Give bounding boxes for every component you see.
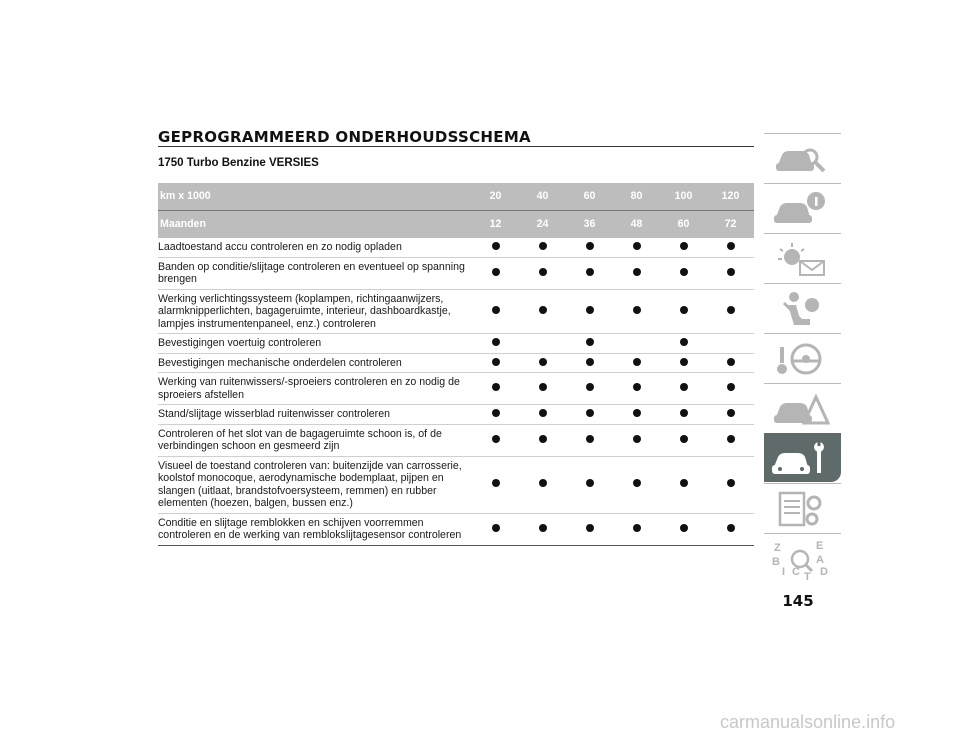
interval-cell [566, 405, 613, 425]
title-rule [158, 146, 754, 147]
interval-cell [660, 456, 707, 513]
check-bullet-icon [727, 524, 735, 532]
interval-cell [519, 353, 566, 373]
check-bullet-icon [727, 306, 735, 314]
task-description: Bevestigingen mechanische onderdelen controleren [158, 353, 472, 373]
check-bullet-icon [727, 242, 735, 250]
interval-cell [472, 289, 519, 334]
check-bullet-icon [586, 268, 594, 276]
check-bullet-icon [633, 479, 641, 487]
interval-cell [707, 353, 754, 373]
check-bullet-icon [680, 338, 688, 346]
check-bullet-icon [727, 383, 735, 391]
tab-safety[interactable] [764, 283, 841, 332]
km-header-cell: 60 [566, 183, 613, 211]
interval-cell [707, 456, 754, 513]
check-bullet-icon [586, 479, 594, 487]
tab-car-info[interactable] [764, 183, 841, 232]
warning-light-message-icon [770, 239, 832, 279]
car-search-icon [770, 139, 832, 179]
index-letter: C [792, 566, 800, 578]
interval-cell [613, 456, 660, 513]
check-bullet-icon [586, 409, 594, 417]
alphabet-index-icon [770, 539, 832, 581]
index-letter: E [816, 540, 824, 552]
interval-cell [660, 238, 707, 257]
tab-index[interactable] [764, 533, 841, 582]
table-row [158, 334, 754, 354]
tab-maintenance[interactable] [764, 433, 841, 482]
interval-cell [660, 424, 707, 456]
table-row [158, 289, 754, 334]
page-number: 145 [782, 592, 814, 610]
check-bullet-icon [492, 306, 500, 314]
interval-cell [707, 238, 754, 257]
check-bullet-icon [539, 358, 547, 366]
task-description: Visueel de toestand controleren van: buitenzijde van carrosserie, koolstof monocoque, aerodynamische bodemplaat, pijpen en slangen (uitlaat, brandstofvoersysteem, remmen) en rubber elementen (hoezen, balgen, bussen enz.) [158, 456, 472, 513]
interval-cell [613, 424, 660, 456]
interval-cell [566, 334, 613, 354]
page-title: GEPROGRAMMEERD ONDERHOUDSSCHEMA [158, 128, 531, 146]
check-bullet-icon [680, 358, 688, 366]
index-letter: T [804, 571, 811, 581]
check-bullet-icon [680, 409, 688, 417]
check-bullet-icon [727, 409, 735, 417]
months-header-label: Maanden [158, 211, 472, 239]
table-row [158, 424, 754, 456]
check-bullet-icon [633, 383, 641, 391]
watermark: carmanualsonline.info [720, 712, 896, 732]
interval-cell [519, 405, 566, 425]
task-description: Controleren of het slot van de bagageruimte schoon is, of de verbindingen schoon en gesmeerd zijn [158, 424, 472, 456]
check-bullet-icon [492, 383, 500, 391]
check-bullet-icon [539, 524, 547, 532]
task-description: Bevestigingen voertuig controleren [158, 334, 472, 354]
interval-cell [707, 334, 754, 354]
months-header-cell: 72 [707, 211, 754, 239]
table-row [158, 513, 754, 545]
check-bullet-icon [680, 524, 688, 532]
interval-cell [519, 334, 566, 354]
check-bullet-icon [492, 435, 500, 443]
check-bullet-icon [492, 338, 500, 346]
tab-car-search[interactable] [764, 133, 841, 182]
check-bullet-icon [586, 435, 594, 443]
interval-cell [566, 353, 613, 373]
months-header-cell: 12 [472, 211, 519, 239]
interval-cell [566, 289, 613, 334]
km-header-label: km x 1000 [158, 183, 472, 211]
task-description: Banden op conditie/slijtage controleren en eventueel op spanning brengen [158, 257, 472, 289]
car-warning-triangle-icon [770, 389, 832, 429]
check-bullet-icon [492, 479, 500, 487]
months-header-cell: 24 [519, 211, 566, 239]
interval-cell [519, 257, 566, 289]
check-bullet-icon [727, 268, 735, 276]
interval-cell [519, 424, 566, 456]
interval-cell [472, 257, 519, 289]
page-subtitle: 1750 Turbo Benzine VERSIES [158, 157, 319, 169]
interval-cell [613, 289, 660, 334]
months-header-cell: 60 [660, 211, 707, 239]
km-header-cell: 100 [660, 183, 707, 211]
interval-cell [566, 424, 613, 456]
months-header-cell: 48 [613, 211, 660, 239]
table-row [158, 373, 754, 405]
index-letter: B [772, 556, 780, 568]
check-bullet-icon [727, 435, 735, 443]
check-bullet-icon [539, 435, 547, 443]
check-bullet-icon [539, 306, 547, 314]
interval-cell [519, 373, 566, 405]
interval-cell [472, 405, 519, 425]
index-letter: Z [774, 542, 781, 554]
table-row [158, 257, 754, 289]
km-header-row [158, 183, 754, 211]
check-bullet-icon [633, 524, 641, 532]
check-bullet-icon [680, 479, 688, 487]
interval-cell [660, 334, 707, 354]
check-bullet-icon [492, 358, 500, 366]
check-bullet-icon [680, 242, 688, 250]
interval-cell [519, 513, 566, 545]
task-description: Conditie en slijtage remblokken en schijven voorremmen controleren en de werking van remblokslijtagesensor controleren [158, 513, 472, 545]
interval-cell [660, 373, 707, 405]
check-bullet-icon [680, 383, 688, 391]
interval-cell [472, 424, 519, 456]
interval-cell [660, 513, 707, 545]
interval-cell [613, 405, 660, 425]
check-bullet-icon [586, 383, 594, 391]
check-bullet-icon [492, 268, 500, 276]
check-bullet-icon [539, 383, 547, 391]
interval-cell [613, 257, 660, 289]
check-bullet-icon [539, 268, 547, 276]
tab-emergency[interactable] [764, 383, 841, 432]
interval-cell [707, 373, 754, 405]
interval-cell [660, 257, 707, 289]
document-gears-icon [770, 489, 832, 529]
km-header-cell: 120 [707, 183, 754, 211]
chapter-sidebar [764, 133, 841, 583]
check-bullet-icon [680, 435, 688, 443]
task-description: Werking verlichtingssysteem (koplampen, richtingaanwijzers, alarmknipperlichten, bagageruimte, interieur, dashboardkastje, lampjes instrumentenpaneel, enz.) controleren [158, 289, 472, 334]
task-description: Stand/slijtage wisserblad ruitenwisser controleren [158, 405, 472, 425]
interval-cell [566, 373, 613, 405]
km-header-cell: 40 [519, 183, 566, 211]
interval-cell [472, 456, 519, 513]
check-bullet-icon [586, 358, 594, 366]
table-row [158, 353, 754, 373]
car-info-icon [770, 189, 832, 229]
interval-cell [707, 289, 754, 334]
months-header-cell: 36 [566, 211, 613, 239]
index-letter: I [782, 566, 786, 578]
table-row [158, 238, 754, 257]
check-bullet-icon [727, 479, 735, 487]
check-bullet-icon [680, 268, 688, 276]
interval-cell [613, 238, 660, 257]
interval-cell [472, 373, 519, 405]
interval-cell [613, 353, 660, 373]
check-bullet-icon [633, 268, 641, 276]
interval-cell [660, 289, 707, 334]
check-bullet-icon [539, 242, 547, 250]
check-bullet-icon [633, 242, 641, 250]
check-bullet-icon [586, 306, 594, 314]
check-bullet-icon [633, 409, 641, 417]
km-header-cell: 80 [613, 183, 660, 211]
interval-cell [660, 405, 707, 425]
check-bullet-icon [586, 242, 594, 250]
interval-cell [472, 334, 519, 354]
check-bullet-icon [492, 524, 500, 532]
task-description: Werking van ruitenwissers/-sproeiers controleren en zo nodig de sproeiers afstellen [158, 373, 472, 405]
check-bullet-icon [633, 435, 641, 443]
check-bullet-icon [727, 358, 735, 366]
interval-cell [707, 405, 754, 425]
interval-cell [472, 513, 519, 545]
interval-cell [707, 513, 754, 545]
check-bullet-icon [492, 409, 500, 417]
interval-cell [519, 456, 566, 513]
table-row [158, 456, 754, 513]
tab-starting-driving[interactable] [764, 333, 841, 382]
check-bullet-icon [633, 358, 641, 366]
index-letter: D [820, 566, 828, 578]
months-header-row [158, 211, 754, 239]
check-bullet-icon [586, 338, 594, 346]
tab-warning-lights[interactable] [764, 233, 841, 282]
car-wrench-icon [770, 439, 832, 479]
check-bullet-icon [586, 524, 594, 532]
check-bullet-icon [633, 306, 641, 314]
steering-key-icon [770, 339, 832, 379]
interval-cell [566, 456, 613, 513]
table-row [158, 405, 754, 425]
interval-cell [613, 513, 660, 545]
interval-cell [613, 373, 660, 405]
index-letter: A [816, 554, 824, 566]
airbag-seat-icon [770, 289, 832, 329]
interval-cell [519, 238, 566, 257]
interval-cell [707, 424, 754, 456]
interval-cell [472, 238, 519, 257]
interval-cell [472, 353, 519, 373]
check-bullet-icon [539, 409, 547, 417]
interval-cell [566, 513, 613, 545]
interval-cell [566, 257, 613, 289]
interval-cell [707, 257, 754, 289]
km-header-cell: 20 [472, 183, 519, 211]
task-description: Laadtoestand accu controleren en zo nodig opladen [158, 238, 472, 257]
check-bullet-icon [492, 242, 500, 250]
interval-cell [566, 238, 613, 257]
interval-cell [519, 289, 566, 334]
check-bullet-icon [539, 479, 547, 487]
interval-cell [613, 334, 660, 354]
maintenance-schedule-table [158, 183, 754, 546]
interval-cell [660, 353, 707, 373]
tab-technical-data[interactable] [764, 483, 841, 532]
check-bullet-icon [680, 306, 688, 314]
